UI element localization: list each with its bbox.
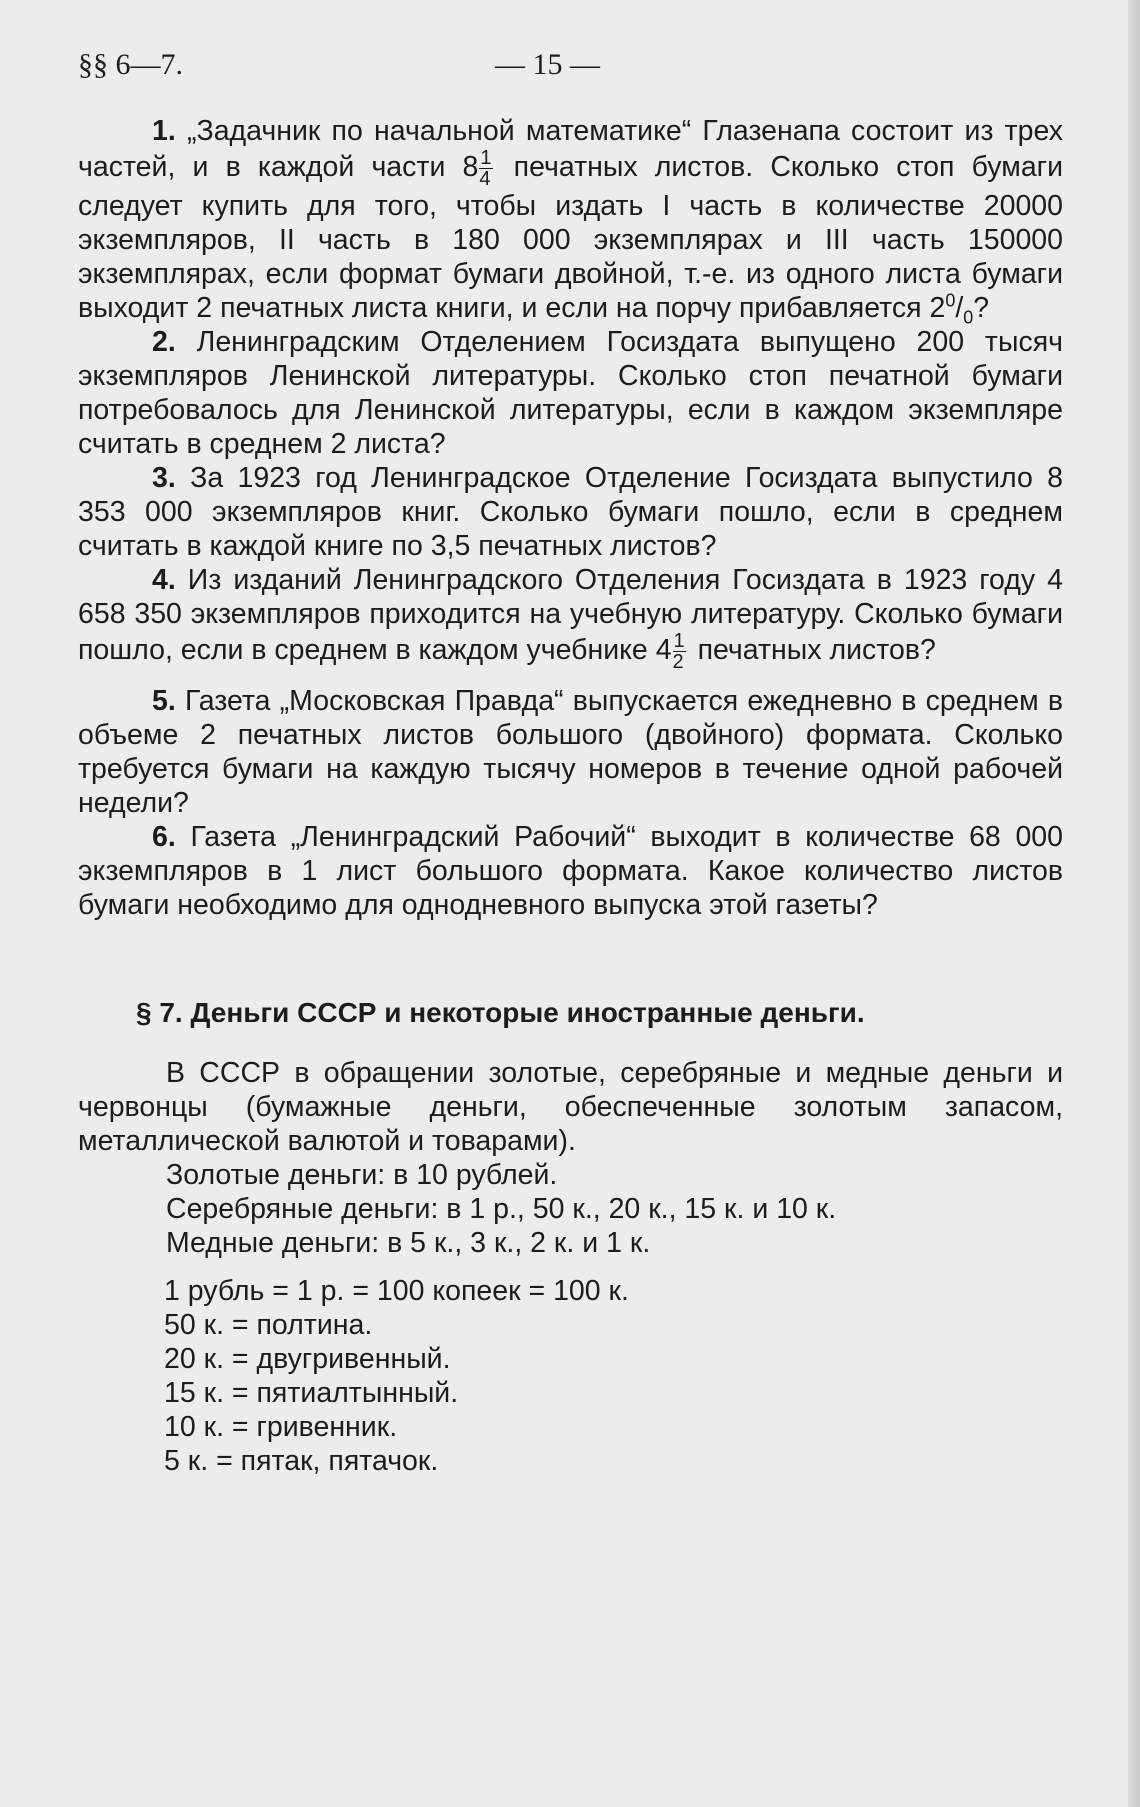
copper-money-line: Медные деньги: в 5 к., 3 к., 2 к. и 1 к.: [166, 1227, 651, 1259]
fraction-numerator: 1: [480, 147, 492, 169]
page-body: [78, 114, 1063, 1478]
problem-number: 5.: [152, 685, 176, 717]
section-title: § 7. Деньги СССР и некоторые иностранные деньги.: [136, 997, 865, 1028]
problem-text-continued: печатных листов. Сколько стоп бумаги следует купить для того, чтобы издать I часть в количестве 20000 экземпляров, II часть в 180 000 экземплярах и III часть 150000 экземплярах, если формат бумаги двойной, т.-е. из одного листа бумаги выходит 2 печатных листа книги, и если на порчу прибавляется 2: [78, 151, 1063, 324]
percent-zero-sub: 0: [963, 307, 974, 328]
definition-line: 20 к. = двугривенный.: [164, 1343, 451, 1375]
problem-number: 6.: [152, 821, 176, 853]
problem-text-continued: печатных листов?: [697, 634, 936, 667]
problem-4: [78, 563, 1063, 672]
fraction-numerator: 1: [673, 630, 685, 652]
page-header: [78, 48, 1063, 88]
problem-number: 2.: [152, 326, 176, 358]
problem-5: [78, 684, 1063, 820]
problem-number: 4.: [152, 564, 176, 596]
problem-1: 1. „Задачник по начальной математике“ Глазенапа состоит из трех частей, и в каждой части 8 $\frac{1}{4}$ печатных листов. Сколько стоп бумаги следует купить для того, чтобы издать I часть в количестве 20000 экземпляров, II часть в 180 000 экземплярах и III часть 150000 экземплярах, если формат бумаги двойной, т.-е. из одного листа бумаги выходит 2 печатных листа книги, и если на порчу прибавляется $2^0/_0$?: [78, 115, 1064, 328]
problem-number: 3.: [152, 462, 176, 494]
problem-6: [78, 820, 1063, 922]
gold-money-line: Золотые деньги: в 10 рублей.: [166, 1159, 558, 1191]
page-edge-shadow: [1128, 0, 1140, 1807]
section-reference: §§ 6—7.: [78, 48, 183, 81]
problem-text: Из изданий Ленинградского Отделения Госиздата в 1923 году 4 658 350 экземпляров приходится на учебную литературу. Сколько бумаги пошло, если в среднем в каждом учебнике 4: [78, 564, 1063, 667]
percent-zero: 0: [945, 290, 956, 311]
problem-text: Газета „Московская Правда“ выпускается ежедневно в среднем в объеме 2 печатных листов большого (двойного) формата. Сколько требуется бумаги на каждую тысячу номеров в течение одной рабочей недели?: [78, 685, 1063, 819]
definition-line: 5 к. = пятак, пятачок.: [164, 1445, 439, 1477]
problem-3: [78, 461, 1063, 563]
definition-line: 10 к. = гривенник.: [164, 1411, 398, 1443]
definition-line: 1 рубль = 1 р. = 100 копеек = 100 к.: [164, 1275, 629, 1307]
problem-number: 1.: [152, 115, 176, 147]
problem-text: За 1923 год Ленинградское Отделение Госиздата выпустило 8 353 000 экземпляров книг. Сколько бумаги пошло, если в среднем считать в каждой книге по 3,5 печатных листов?: [78, 462, 1063, 562]
spacer: [78, 672, 1063, 684]
fraction: [673, 631, 686, 672]
question-mark: ?: [973, 292, 990, 324]
problem-text: „Задачник по начальной математике“ Глазенапа состоит из трех частей, и в каждой части 8: [78, 115, 1064, 184]
fraction-denominator: 4: [479, 168, 491, 190]
problem-2: [78, 325, 1063, 461]
definition-line: 15 к. = пятиалтынный.: [164, 1377, 459, 1409]
page-number: — 15 —: [495, 48, 600, 81]
silver-money-line: Серебряные деньги: в 1 р., 50 к., 20 к., 15 к. и 10 к.: [166, 1193, 837, 1225]
definition-line: 50 к. = полтина.: [164, 1309, 373, 1341]
problem-text: Ленинградским Отделением Госиздата выпущено 200 тысяч экземпляров Ленинской литературы. Сколько стоп печатной бумаги потребовалось для Ленинской литературы, если в каждом экземпляре считать в среднем 2 листа?: [78, 326, 1063, 460]
fraction: [479, 148, 492, 189]
fraction-denominator: 2: [672, 651, 684, 673]
section-intro: В СССР в обращении золотые, серебряные и медные деньги и червонцы (бумажные деньги, обеспеченные золотым запасом, металлической валютой и товарами).: [78, 1057, 1063, 1157]
problem-text: Газета „Ленинградский Рабочий“ выходит в количестве 68 000 экземпляров в 1 лист большого формата. Какое количество листов бумаги необходимо для однодневного выпуска этой газеты?: [78, 821, 1063, 921]
